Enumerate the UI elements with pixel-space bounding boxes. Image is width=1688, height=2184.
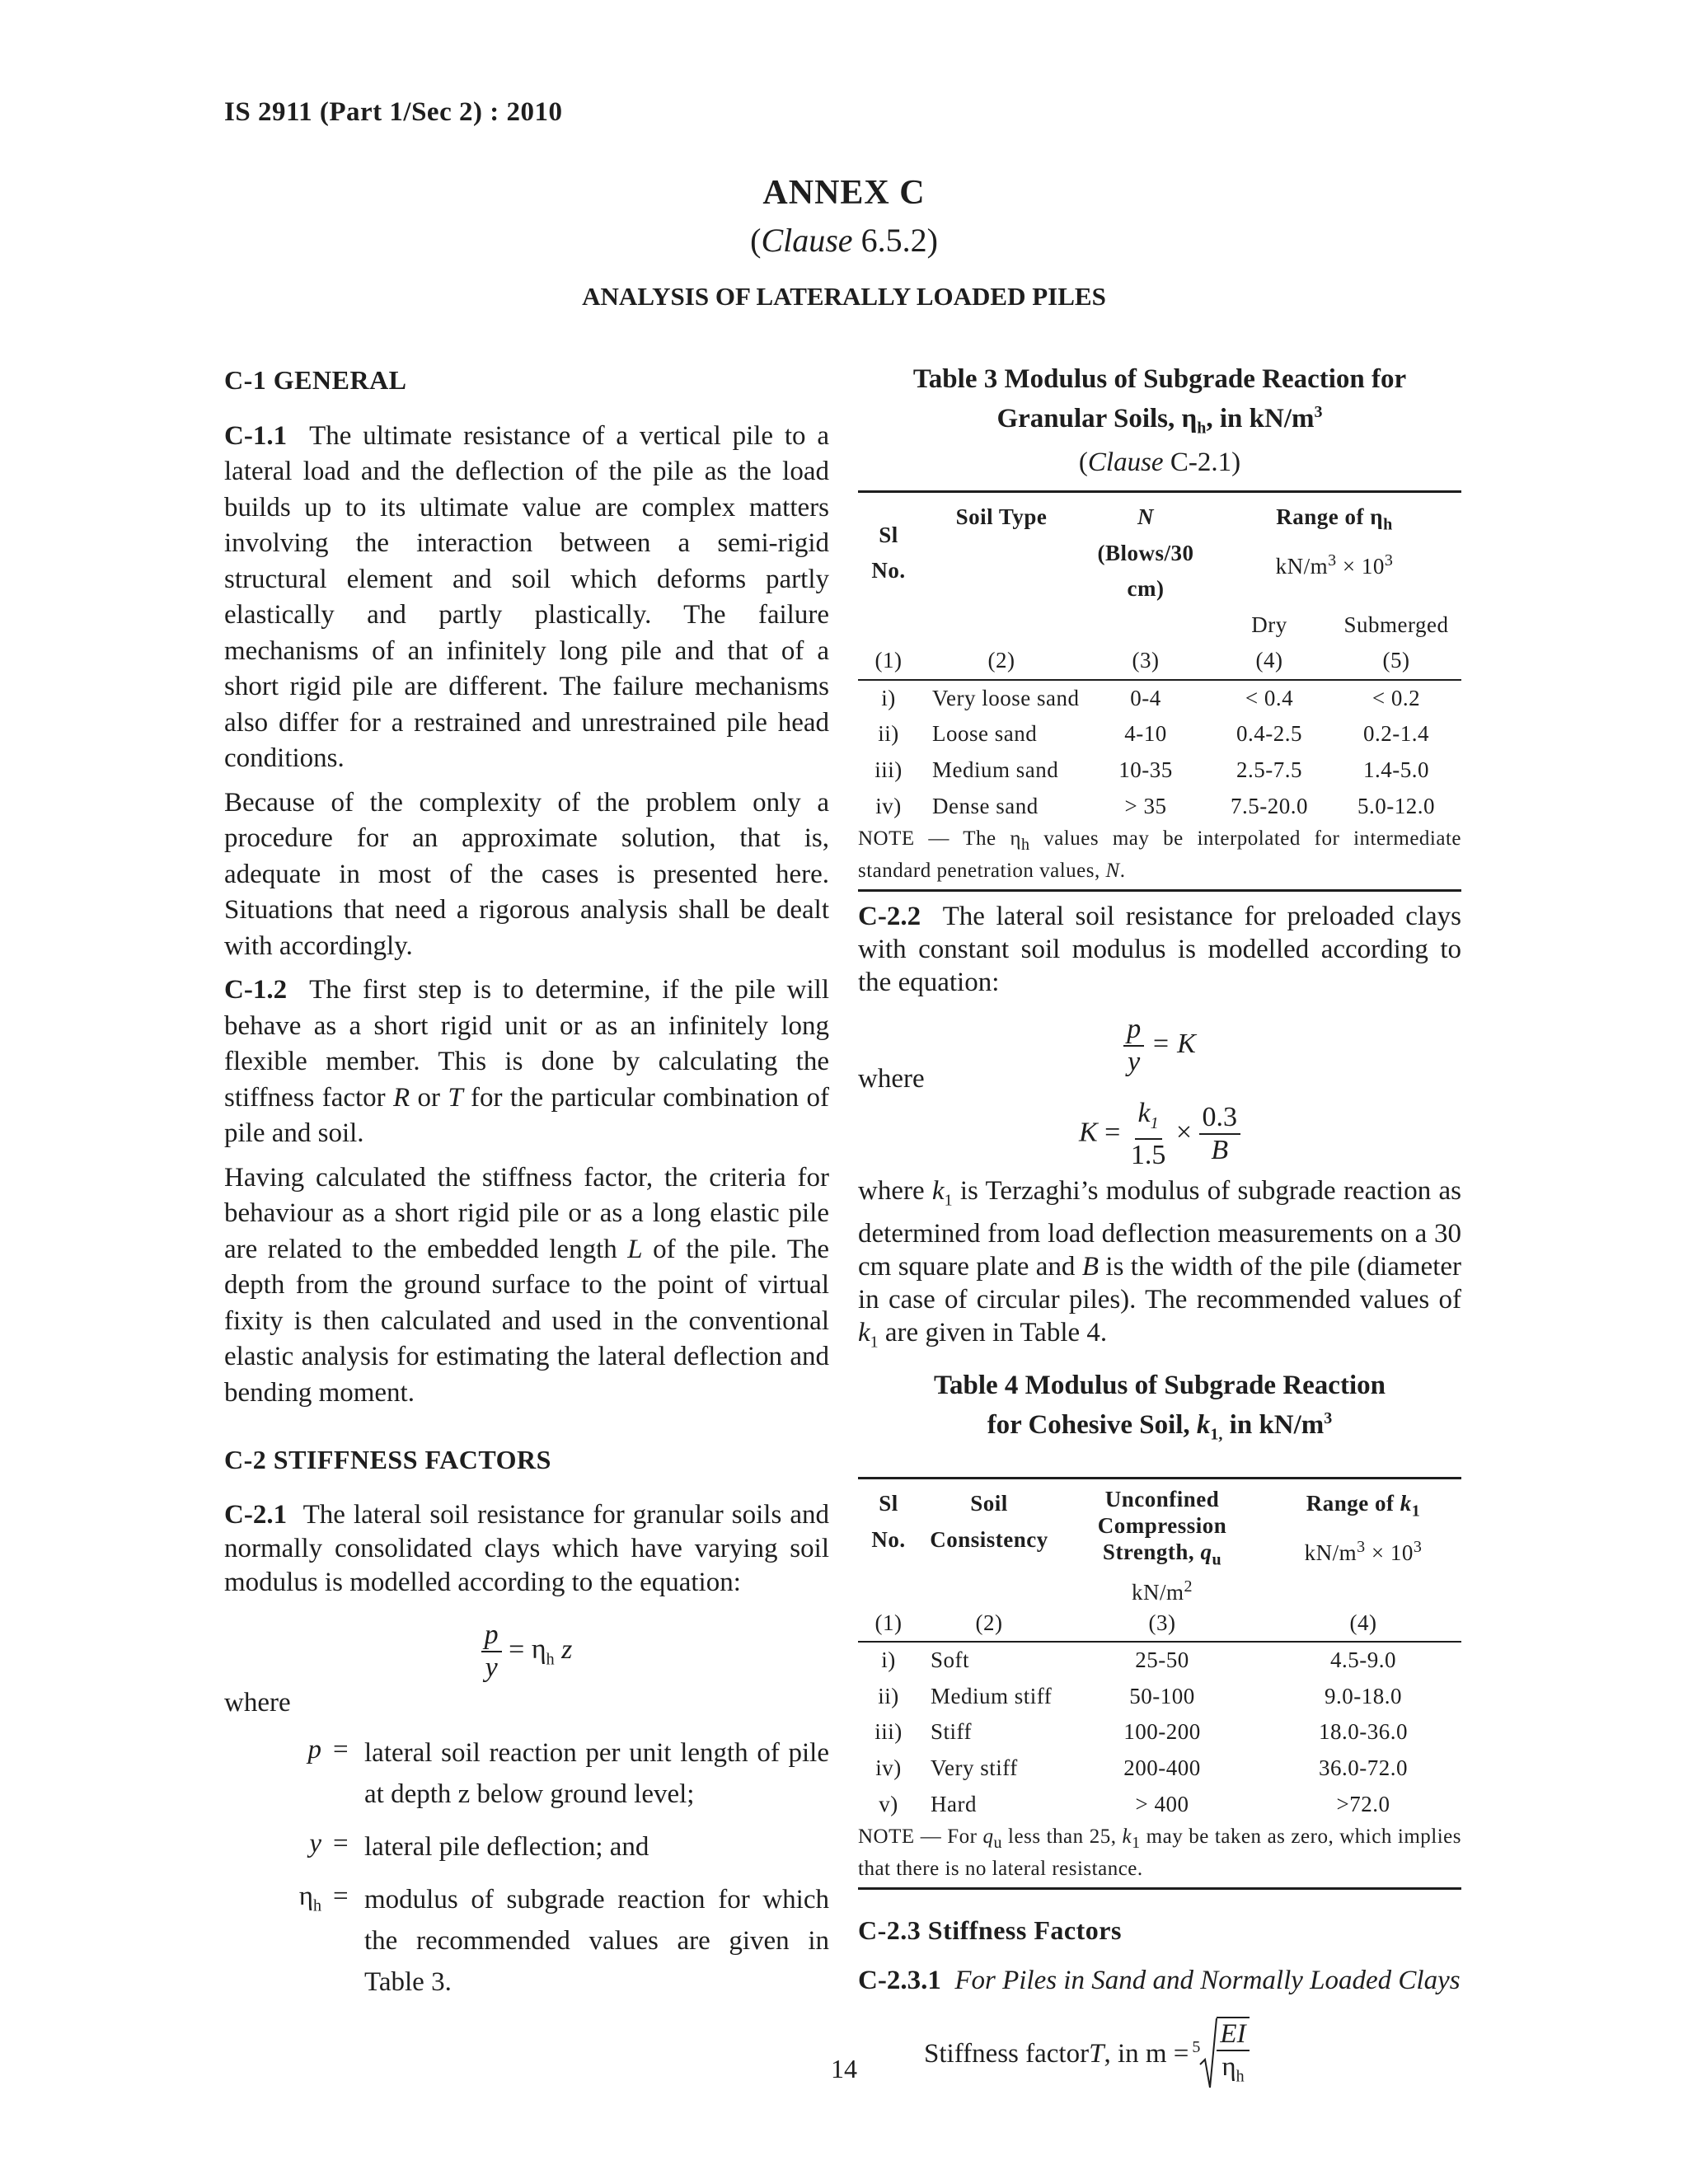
table4-title: Table 4 Modulus of Subgrade Reaction for Cohesive Soil, $k_{1,}$ in $kN/m^3$ [934,1370,1386,1444]
root-index: 5 [1192,2037,1201,2056]
table3-note: NOTE — The $\eta_h$ values may be interpolated for intermediate standard penetration values, N. [858,827,1462,883]
table-row: iv) Very stiff 200-400 36.0-72.0 [875,1755,1408,1780]
clause-label: C-1.1 [224,420,288,451]
table3: Sl No. Soil Type N (Blows/30 cm) Range of $\eta_h$ $kN/m^3 \times 10^3$ Dry Submerged (1) (2) (3) (4) (5) i) Very loose sand 0-4 < 0.4 < 0.2 ii) Loose sand 4-10 0.4-2.5 0.2-1.4 iii) Medium sand 10-35 2.5-7.5 1.4-5.0 iv) Dense sand > 35 7.5-20.0 5.0-12.0 NOTE — The $\eta_h$ values may be interpolated for intermediate standard penetration values, N. [858,490,1461,892]
table-row: i) Very loose sand 0-4 < 0.4 < 0.2 [881,685,1421,710]
table-row: i) Soft 25-50 4.5-9.0 [881,1647,1396,1673]
where-label: where [858,1064,925,1094]
subsection-heading-c23: C-2.3 Stiffness Factors [858,1915,1122,1946]
standard-id: IS 2911 (Part 1/Sec 2) : 2010 [224,97,563,127]
clause-c12: C-1.2 The first step is to determine, if the pile will behave as a short rigid unit or as an infinitely long flexible member. This is done by calculating the stiffness factor R or T for the particular combination of pile and soil. [224,975,830,1148]
where-label: where [224,1687,291,1718]
annex-subtitle: ANALYSIS OF LATERALLY LOADED PILES [582,282,1106,311]
table-row: iii) Stiff 100-200 18.0-36.0 [874,1719,1408,1745]
definition-eta-h: $\eta_h$ = modulus of subgrade reaction for which the recommended values are given in Table 3. [298,1882,829,1997]
clause-text: The ultimate resistance of a vertical pile to a lateral load and the deflection of the pile as the load builds up to its ultimate value are complex matters involving the interaction between a semi-rigid structural element and soil which deforms partly elastically and partly plastically. The failure mechanisms of an infinitely long pile and that of a short rigid pile are different. The failure mechanisms also differ for a restrained and unrestrained pile head conditions. [224,420,829,773]
table-row: ii) Medium stiff 50-100 9.0-18.0 [878,1683,1402,1708]
table4-note: NOTE — For $q_u$ less than 25, $k_1$ may be taken as zero, which implies that there is no lateral resistance. [858,1825,1461,1881]
col-dry: Dry [1251,612,1287,637]
clause-c21: C-2.1 The lateral soil resistance for granular soils and normally consolidated clays which have varying soil modulus is modelled according to the equation: [224,1499,830,1597]
annex-title: ANNEX C [762,174,926,212]
section-heading-c1: C-1 GENERAL [224,365,407,395]
clause-c22: C-2.2 The lateral soil resistance for preloaded clays with constant soil modulus is modelled according to the equation: [858,902,1461,998]
table4: Sl No. Soil Consistency Unconfined Compression Strength, $q_u$ $kN/m^2$ Range of $k_1$ $kN/m^3 \times 10^3$ (1) (2) (3) (4) i) Soft 25-50 4.5-9.0 ii) Medium stiff 50-100 9.0-18.0 iii) Stiff 100-200 18.0-36.0 iv) Very stiff 200-400 36.0-72.0 v) Hard > 400 >72.0 NOTE — For $q_u$ less than 25, $k_1$ may be taken as zero, which implies that there is no lateral resistance. [858,1477,1461,1890]
left-column [224,363,829,2014]
page-number: 14 [831,2054,857,2083]
clause-label: C-2.1 [224,1499,288,1530]
clause-c11-para2: Because of the complexity of the problem only a procedure for an approximate solution, that is, adequate in most of the cases is presented here. Situations that need a rigorous analysis shall be dealt with accordingly. [224,787,829,961]
equation-stiffness-t: Stiffness factor T , in m = $^5$ $\frac{EI}{\eta_h}$ [858,2017,1461,2093]
clause-label: C-2.3.1 [858,1965,941,1995]
equation-granular: $\frac{p}{y}$ = $\eta_h$ z [224,1619,829,1684]
equation-k: K = $\frac{k_1}{1.5}$ × $\frac{0.3}{B}$ [858,1098,1461,1172]
col-submerged: Submerged [1343,612,1449,637]
table-row: iii) Medium sand 10-35 2.5-7.5 1.4-5.0 [874,757,1429,782]
section-heading-c2: C-2 STIFFNESS FACTORS [224,1445,551,1474]
clause-label: C-1.2 [224,975,288,1005]
clause-c11 [224,419,829,777]
equation-cohesive: $\frac{p}{y}$ = K [858,1014,1461,1078]
definition-y: y = lateral pile deflection; and [309,1829,649,1862]
definition-p: p = lateral soil reaction per unit length of pile at depth z below ground level; [307,1735,829,1809]
k1-definition: where $k_1$ is Terzaghi’s modulus of subgrade reaction as determined from load deflection measurements on a 30 cm square plate and B is the width of the pile (diameter in case of circular piles). The recommended values of $k_1$ are given in Table 4. [858,1176,1462,1352]
table-row: iv) Dense sand > 35 7.5-20.0 5.0-12.0 [875,794,1435,819]
table-row: v) Hard > 400 >72.0 [879,1792,1390,1817]
table-row: ii) Loose sand 4-10 0.4-2.5 0.2-1.4 [878,721,1429,747]
definition-list [224,1732,829,2003]
clause-c231: C-2.3.1 For Piles in Sand and Normally Loaded Clays [858,1965,1461,1995]
table3-clause: (Clause C-2.1) [1078,447,1241,477]
table3-title: Table 3 Modulus of Subgrade Reaction for Granular Soils, $\eta_h$, in $kN/m^3$ [912,364,1407,438]
annex-clause-ref: (Clause 6.5.2) [750,222,938,259]
clause-label: C-2.2 [858,902,921,932]
right-column [858,363,1461,2092]
clause-c12-para2: Having calculated the stiffness factor, the criteria for behaviour as a short rigid pile or as a long elastic pile are related to the embedded length L of the pile. The depth from the ground surface to the point of virtual fixity is then calculated and used in the conventional elastic analysis for estimating the lateral deflection and bending moment. [224,1162,830,1408]
